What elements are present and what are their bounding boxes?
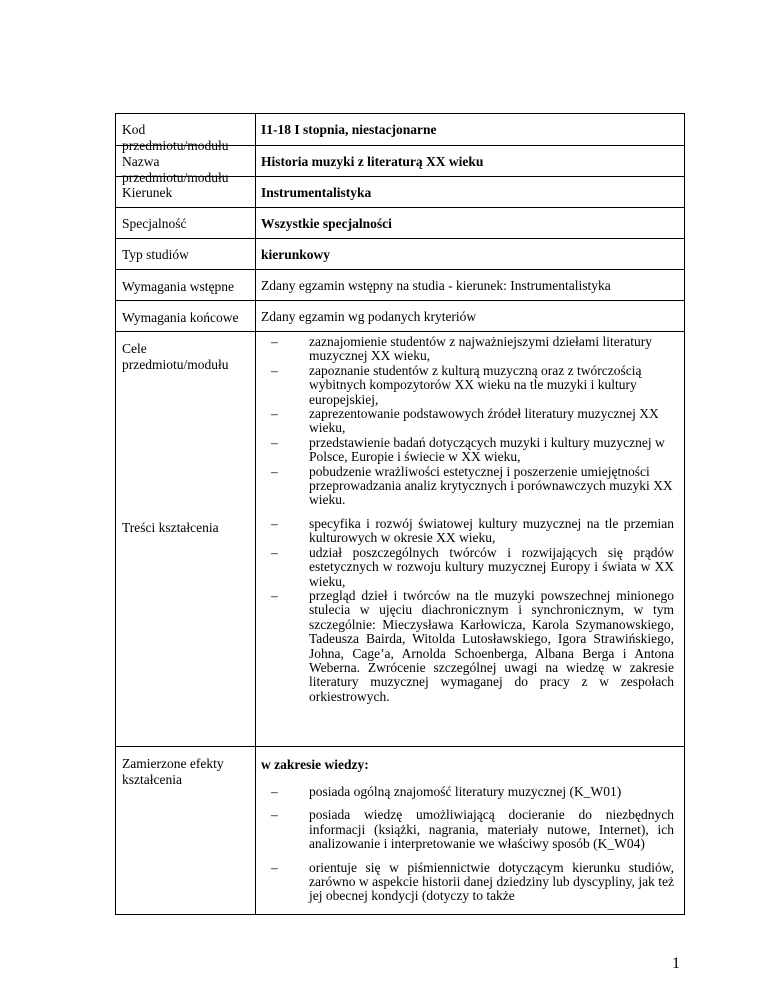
list-item: – posiada ogólną znajomość literatury muzycznej (K_W01) xyxy=(271,784,622,799)
row-kod xyxy=(116,114,684,153)
row-wymagania-wstepne xyxy=(116,269,684,301)
row-cele-tresci xyxy=(116,331,684,747)
page-number: 1 xyxy=(672,955,680,972)
tresci-list xyxy=(256,517,674,704)
list-item: – zaznajomienie studentów z najważniejszymi dziełami literatury muzycznej XX wieku, xyxy=(271,334,652,364)
value-nazwa: Historia muzyki z literaturą XX wieku xyxy=(261,154,484,169)
row-nazwa xyxy=(116,145,684,185)
list-item: – udział poszczególnych twórców i rozwijających się prądów estetycznych w rozwoju kultury muzycznej Europy i świata w XX wieku, xyxy=(271,544,674,589)
label-wymagania-wstepne: Wymagania wstępne xyxy=(122,279,235,294)
row-typ xyxy=(116,238,684,270)
list-item: – zaprezentowanie podstawowych źródeł literatury muzycznej XX wieku, xyxy=(271,406,659,436)
list-item: – zapoznanie studentów z kulturą muzyczną oraz z twórczością wybitnych kompozytorów XX wieku na tle muzyki i kultury europejskiej, xyxy=(271,362,642,407)
value-specjalnosc: Wszystkie specjalności xyxy=(261,216,392,231)
row-wymagania-koncowe xyxy=(116,300,684,332)
value-wymagania-wstepne: Zdany egzamin wstępny na studia - kierunek: Instrumentalistyka xyxy=(261,278,611,293)
value-kierunek: Instrumentalistyka xyxy=(261,185,372,200)
value-typ: kierunkowy xyxy=(261,247,331,262)
syllabus-table xyxy=(115,113,685,915)
list-item: – posiada wiedzę umożliwiającą docieranie do niezbędnych informacji (książki, nagrania, materiały nutowe, Internet), ich analizowanie i interpretowanie we właściwy sposób (K_W04) xyxy=(271,807,674,852)
value-kod: I1-18 I stopnia, niestacjonarne xyxy=(261,122,437,137)
label-nazwa: Nazwa przedmiotu/modułu xyxy=(122,154,229,185)
label-specjalnosc: Specjalność xyxy=(122,216,187,231)
list-item: – przedstawienie badań dotyczących muzyki i kultury muzycznej w Polsce, Europie i świecie w XX wieku, xyxy=(271,434,665,465)
label-cele: Cele przedmiotu/modułu xyxy=(122,341,229,372)
list-item: – specyfika i rozwój światowej kultury muzycznej na tle przemian kulturowych w okresie XX wieku, xyxy=(271,516,674,546)
row-efekty xyxy=(116,746,684,917)
label-wymagania-koncowe: Wymagania końcowe xyxy=(122,310,239,325)
cele-list xyxy=(256,335,674,508)
label-tresci: Treści kształcenia xyxy=(122,520,219,535)
list-item: – orientuje się w piśmiennictwie dotyczącym kierunku studiów, zarówno w aspekcie historii danej dziedziny lub dyscypliny, jak też jej obecnej kondycji (dotyczy to także xyxy=(271,859,674,904)
label-kierunek: Kierunek xyxy=(122,185,173,200)
efekty-list xyxy=(256,785,674,913)
label-typ: Typ studiów xyxy=(122,247,189,262)
list-item: – pobudzenie wrażliwości estetycznej i poszerzenie umiejętności przeprowadzania analiz krytycznych i porównawczych muzyki XX wieku. xyxy=(271,463,673,508)
label-efekty: Zamierzone efekty kształcenia xyxy=(122,756,224,787)
row-specjalnosc xyxy=(116,207,684,239)
efekty-heading: w zakresie wiedzy: xyxy=(261,757,369,772)
row-kierunek xyxy=(116,176,684,208)
value-wymagania-koncowe: Zdany egzamin wg podanych kryteriów xyxy=(261,309,477,324)
label-kod: Kod przedmiotu/modułu xyxy=(122,122,229,153)
list-item: – przegląd dzieł i twórców na tle muzyki powszechnej minionego stulecia w ujęciu diachronicznym i synchronicznym, w tym szczególnie: Mieczysława Karłowicza, Karola Szymanowskiego, Tadeusza Bairda, Witolda Lutosławskiego, Igora Strawińskiego, Johna, Cage’a, Arnolda Schoenberga, Albana Berga i Antona Weberna. Zwrócenie szczególnej uwagi na wiedzę w zakresie literatury muzycznej wymaganej do pracy z w zespołach orkiestrowych. xyxy=(271,588,674,704)
